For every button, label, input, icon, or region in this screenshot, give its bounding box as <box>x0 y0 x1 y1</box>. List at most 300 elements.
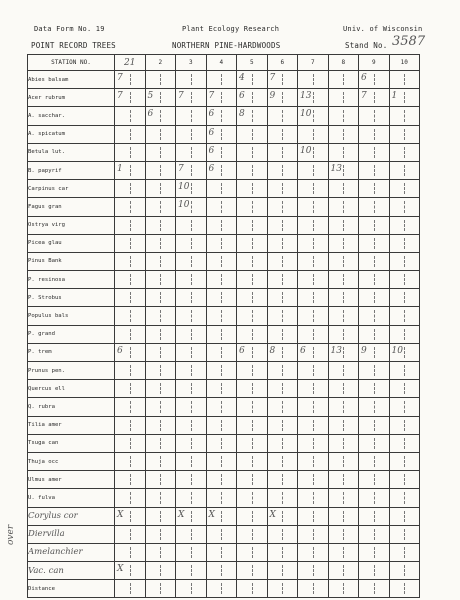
record-cell <box>145 271 176 289</box>
table-row <box>28 71 420 89</box>
table-row <box>28 198 420 216</box>
cell-value: X <box>178 509 185 520</box>
table-row <box>28 252 420 270</box>
record-cell <box>145 562 176 580</box>
species-name: B. papyrif <box>28 161 115 179</box>
record-cell <box>267 71 298 89</box>
record-cell <box>267 143 298 161</box>
record-cell <box>328 271 359 289</box>
record-cell <box>298 507 329 525</box>
cell-value: 10 <box>300 145 312 156</box>
cell-value: 6 <box>239 345 245 356</box>
species-name: Tilia amer <box>28 416 115 434</box>
record-cell <box>176 89 207 107</box>
record-cell <box>115 289 146 307</box>
record-cell <box>145 543 176 561</box>
station-column-header: 8 <box>328 55 359 71</box>
record-cell <box>298 343 329 361</box>
station-column-header: 3 <box>176 55 207 71</box>
record-cell <box>237 234 268 252</box>
record-cell <box>267 180 298 198</box>
record-cell <box>206 216 237 234</box>
record-cell <box>267 489 298 507</box>
record-cell <box>176 161 207 179</box>
record-cell <box>145 252 176 270</box>
record-cell <box>176 125 207 143</box>
record-cell <box>359 180 390 198</box>
record-cell <box>328 489 359 507</box>
record-cell <box>389 416 420 434</box>
record-cell <box>206 271 237 289</box>
species-name: U. fulva <box>28 489 115 507</box>
record-cell <box>176 471 207 489</box>
cell-value: 13 <box>330 163 342 174</box>
record-cell <box>328 471 359 489</box>
record-cell <box>115 161 146 179</box>
table-row <box>28 562 420 580</box>
record-cell <box>298 562 329 580</box>
record-cell <box>176 107 207 125</box>
species-name: Tsuga can <box>28 434 115 452</box>
record-cell <box>115 452 146 470</box>
record-cell <box>298 434 329 452</box>
record-cell <box>359 307 390 325</box>
record-cell <box>267 452 298 470</box>
cell-value: 13 <box>330 345 342 356</box>
record-cell <box>389 434 420 452</box>
species-name: Prunus pen. <box>28 362 115 380</box>
record-cell <box>115 307 146 325</box>
cell-value: 6 <box>300 345 306 356</box>
record-cell <box>237 434 268 452</box>
record-cell <box>389 489 420 507</box>
record-cell <box>298 543 329 561</box>
record-cell <box>145 434 176 452</box>
record-cell <box>237 252 268 270</box>
record-cell <box>359 289 390 307</box>
record-cell <box>298 180 329 198</box>
record-cell <box>328 452 359 470</box>
record-cell <box>267 507 298 525</box>
table-row <box>28 107 420 125</box>
record-cell <box>206 234 237 252</box>
record-cell <box>298 143 329 161</box>
table-row <box>28 89 420 107</box>
record-cell <box>115 125 146 143</box>
record-cell <box>115 216 146 234</box>
record-cell <box>206 107 237 125</box>
record-cell <box>267 125 298 143</box>
record-cell <box>115 562 146 580</box>
species-name: A. sacchar. <box>28 107 115 125</box>
record-cell <box>328 71 359 89</box>
record-cell <box>389 398 420 416</box>
cell-value: 6 <box>208 127 215 138</box>
record-cell <box>145 380 176 398</box>
record-cell <box>328 343 359 361</box>
record-cell <box>328 234 359 252</box>
record-cell <box>298 580 329 598</box>
record-cell <box>359 507 390 525</box>
record-cell <box>206 198 237 216</box>
record-cell <box>176 343 207 361</box>
cell-value: 8 <box>269 345 276 356</box>
species-name: Abies balsam <box>28 71 115 89</box>
record-cell <box>115 198 146 216</box>
record-cell <box>267 398 298 416</box>
record-cell <box>145 362 176 380</box>
record-cell <box>206 180 237 198</box>
cell-value: 7 <box>269 73 276 83</box>
record-cell <box>115 234 146 252</box>
record-cell <box>359 234 390 252</box>
record-cell <box>115 252 146 270</box>
record-cell <box>237 489 268 507</box>
record-cell <box>176 398 207 416</box>
record-cell <box>115 434 146 452</box>
record-cell <box>359 271 390 289</box>
record-cell <box>359 525 390 543</box>
record-cell <box>145 198 176 216</box>
record-cell <box>145 107 176 125</box>
cell-value: X <box>208 509 215 520</box>
record-cell <box>176 580 207 598</box>
margin-note: over <box>6 524 16 545</box>
record-cell <box>237 289 268 307</box>
record-cell <box>206 434 237 452</box>
record-cell <box>298 216 329 234</box>
station-column-header: 9 <box>359 55 390 71</box>
cell-value: 9 <box>269 91 276 102</box>
record-cell <box>237 362 268 380</box>
record-cell <box>176 252 207 270</box>
record-cell <box>328 125 359 143</box>
record-cell <box>267 198 298 216</box>
record-cell <box>328 216 359 234</box>
record-cell <box>359 71 390 89</box>
record-cell <box>328 362 359 380</box>
record-cell <box>237 380 268 398</box>
record-cell <box>328 580 359 598</box>
record-cell <box>267 543 298 561</box>
record-cell <box>267 271 298 289</box>
record-cell <box>359 252 390 270</box>
species-name: Pinus Bank <box>28 252 115 270</box>
table-row <box>28 161 420 179</box>
record-cell <box>328 525 359 543</box>
form-title: POINT RECORD TREES <box>31 41 116 50</box>
record-cell <box>145 234 176 252</box>
species-name: Populus bals <box>28 307 115 325</box>
table-row <box>28 434 420 452</box>
record-cell <box>298 307 329 325</box>
record-cell <box>145 343 176 361</box>
table-row <box>28 507 420 525</box>
record-cell <box>206 507 237 525</box>
table-row <box>28 143 420 161</box>
record-cell <box>389 180 420 198</box>
record-cell <box>176 489 207 507</box>
record-cell <box>267 161 298 179</box>
record-cell <box>328 434 359 452</box>
record-cell <box>359 416 390 434</box>
record-cell <box>359 434 390 452</box>
record-cell <box>115 180 146 198</box>
record-cell <box>328 143 359 161</box>
record-cell <box>237 325 268 343</box>
table-row <box>28 543 420 561</box>
cell-value: 10 <box>178 182 190 193</box>
record-cell <box>389 380 420 398</box>
species-name: Q. rubra <box>28 398 115 416</box>
record-cell <box>267 471 298 489</box>
record-cell <box>328 180 359 198</box>
record-cell <box>237 198 268 216</box>
record-cell <box>176 434 207 452</box>
record-cell <box>389 362 420 380</box>
table-body <box>28 71 420 598</box>
table-row <box>28 180 420 198</box>
record-cell <box>145 89 176 107</box>
record-cell <box>115 107 146 125</box>
record-cell <box>389 507 420 525</box>
table-row <box>28 416 420 434</box>
station-column-header: 6 <box>267 55 298 71</box>
record-cell <box>115 343 146 361</box>
table-row <box>28 343 420 361</box>
species-name: P. trem <box>28 343 115 361</box>
record-cell <box>206 543 237 561</box>
record-cell <box>298 325 329 343</box>
record-cell <box>237 271 268 289</box>
record-cell <box>176 507 207 525</box>
record-cell <box>298 489 329 507</box>
record-cell <box>115 325 146 343</box>
record-cell <box>328 89 359 107</box>
cell-value: 6 <box>208 163 215 174</box>
record-cell <box>206 398 237 416</box>
record-cell <box>328 562 359 580</box>
record-cell <box>206 89 237 107</box>
record-cell <box>328 198 359 216</box>
record-cell <box>176 525 207 543</box>
record-cell <box>206 289 237 307</box>
record-cell <box>237 143 268 161</box>
record-cell <box>176 452 207 470</box>
species-name: Betula lut. <box>28 143 115 161</box>
record-cell <box>145 143 176 161</box>
record-cell <box>389 161 420 179</box>
cell-value: 10 <box>300 109 312 120</box>
record-cell <box>389 325 420 343</box>
record-cell <box>267 434 298 452</box>
record-cell <box>237 471 268 489</box>
cell-value: 6 <box>147 109 154 120</box>
station-column-header: 21 <box>115 55 146 71</box>
station-column-header: 5 <box>237 55 268 71</box>
record-cell <box>359 580 390 598</box>
species-name: P. Strobus <box>28 289 115 307</box>
cell-value: 1 <box>391 91 398 102</box>
record-cell <box>115 489 146 507</box>
record-cell <box>145 471 176 489</box>
cell-value: 7 <box>178 163 184 174</box>
record-cell <box>176 234 207 252</box>
record-cell <box>237 398 268 416</box>
table-row <box>28 234 420 252</box>
record-cell <box>298 198 329 216</box>
cell-value: 1 <box>117 163 123 174</box>
cell-value: 7 <box>361 91 367 102</box>
record-cell <box>145 289 176 307</box>
cell-value: 10 <box>178 200 190 211</box>
record-cell <box>359 107 390 125</box>
record-cell <box>359 343 390 361</box>
cell-value: 9 <box>361 345 367 356</box>
record-cell <box>389 343 420 361</box>
record-cell <box>237 562 268 580</box>
record-cell <box>359 380 390 398</box>
table-row <box>28 580 420 598</box>
record-cell <box>389 525 420 543</box>
record-cell <box>237 107 268 125</box>
record-cell <box>267 307 298 325</box>
record-cell <box>298 525 329 543</box>
cell-value: X <box>117 564 124 575</box>
species-name: Diervilla <box>28 525 115 543</box>
record-cell <box>389 198 420 216</box>
station-column-header: 7 <box>298 55 329 71</box>
record-cell <box>176 543 207 561</box>
species-name: Ulmus amer <box>28 471 115 489</box>
record-cell <box>389 89 420 107</box>
record-cell <box>145 416 176 434</box>
record-cell <box>298 452 329 470</box>
record-cell <box>237 452 268 470</box>
record-cell <box>237 416 268 434</box>
record-cell <box>237 216 268 234</box>
record-cell <box>298 107 329 125</box>
record-cell <box>145 161 176 179</box>
species-name: Quercus ell <box>28 380 115 398</box>
record-cell <box>237 71 268 89</box>
record-cell <box>176 180 207 198</box>
cell-value: 10 <box>391 345 403 356</box>
record-cell <box>145 180 176 198</box>
record-cell <box>176 325 207 343</box>
record-cell <box>206 125 237 143</box>
record-cell <box>389 452 420 470</box>
species-name: Acer rubrum <box>28 89 115 107</box>
record-cell <box>389 107 420 125</box>
station-header: STATION NO. <box>28 55 115 71</box>
record-cell <box>237 343 268 361</box>
cell-value: 7 <box>117 73 123 83</box>
record-cell <box>206 525 237 543</box>
record-cell <box>206 471 237 489</box>
record-cell <box>298 362 329 380</box>
header-row <box>28 55 420 71</box>
record-cell <box>206 562 237 580</box>
cell-value: 5 <box>147 91 154 102</box>
cell-value: 7 <box>178 91 184 102</box>
table-row <box>28 525 420 543</box>
species-name: A. spicatum <box>28 125 115 143</box>
record-cell <box>206 325 237 343</box>
record-cell <box>176 380 207 398</box>
record-cell <box>176 307 207 325</box>
record-cell <box>115 580 146 598</box>
table-row <box>28 125 420 143</box>
cell-value: 4 <box>239 73 245 83</box>
record-cell <box>237 89 268 107</box>
record-cell <box>267 252 298 270</box>
record-cell <box>359 543 390 561</box>
record-cell <box>267 580 298 598</box>
record-cell <box>176 143 207 161</box>
record-cell <box>145 307 176 325</box>
record-cell <box>176 216 207 234</box>
record-cell <box>206 252 237 270</box>
species-name: Amelanchier <box>28 543 115 561</box>
record-cell <box>359 489 390 507</box>
record-cell <box>115 143 146 161</box>
record-cell <box>237 543 268 561</box>
record-cell <box>359 198 390 216</box>
cell-value: 8 <box>239 109 245 120</box>
record-cell <box>359 161 390 179</box>
record-cell <box>176 416 207 434</box>
record-cell <box>115 71 146 89</box>
record-cell <box>115 362 146 380</box>
record-cell <box>298 71 329 89</box>
record-cell <box>206 489 237 507</box>
record-cell <box>359 398 390 416</box>
record-cell <box>206 307 237 325</box>
record-cell <box>267 362 298 380</box>
record-cell <box>145 489 176 507</box>
record-cell <box>237 307 268 325</box>
record-cell <box>115 416 146 434</box>
record-cell <box>359 216 390 234</box>
record-cell <box>389 307 420 325</box>
cell-value: 7 <box>208 91 215 102</box>
record-cell <box>298 398 329 416</box>
record-cell <box>115 271 146 289</box>
record-cell <box>359 143 390 161</box>
record-cell <box>298 89 329 107</box>
table-row <box>28 489 420 507</box>
table-row <box>28 452 420 470</box>
table-row <box>28 289 420 307</box>
table-row <box>28 325 420 343</box>
record-cell <box>328 507 359 525</box>
cell-value: X <box>269 509 276 520</box>
record-cell <box>115 380 146 398</box>
table-row <box>28 398 420 416</box>
species-name: Vac. can <box>28 562 115 580</box>
record-cell <box>267 380 298 398</box>
table-row <box>28 471 420 489</box>
table-row <box>28 271 420 289</box>
cell-value: 6 <box>239 91 245 102</box>
record-cell <box>328 289 359 307</box>
record-cell <box>206 161 237 179</box>
record-cell <box>389 289 420 307</box>
record-cell <box>176 562 207 580</box>
table-row <box>28 307 420 325</box>
record-cell <box>115 471 146 489</box>
